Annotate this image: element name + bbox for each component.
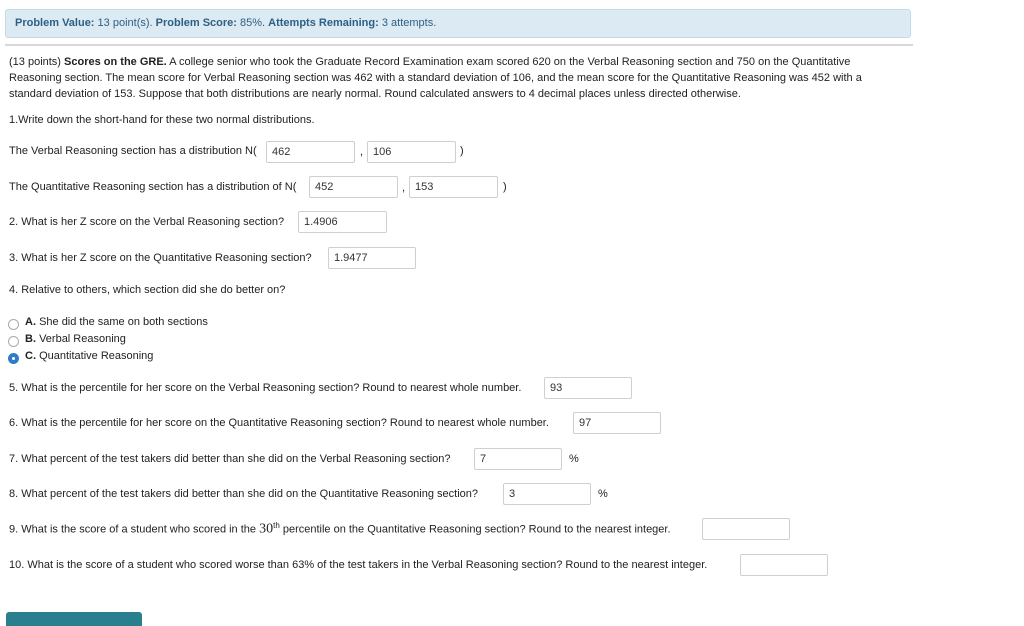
q9-ordinal: th <box>273 521 280 530</box>
q2-answer-input[interactable] <box>298 211 387 233</box>
verbal-sd-input[interactable] <box>367 141 456 163</box>
option-a-label[interactable]: A. She did the same on both sections <box>25 316 208 328</box>
problem-value-label: Problem Value: <box>15 17 95 29</box>
radio-option-a[interactable] <box>8 319 19 330</box>
radio-option-c[interactable] <box>8 353 19 364</box>
problem-points: (13 points) <box>9 56 61 68</box>
q6-prompt: 6. What is the percentile for her score on the Quantitative Reasoning section? Round to nearest whole number. <box>9 417 549 429</box>
problem-score-label: Problem Score: <box>155 17 237 29</box>
q1-prompt: 1.Write down the short-hand for these two normal distributions. <box>9 114 315 126</box>
percent-unit: % <box>598 488 608 500</box>
problem-title: Scores on the GRE. <box>64 56 167 68</box>
quant-mean-input[interactable] <box>309 176 398 198</box>
q9-prompt: 9. What is the score of a student who scored in the 30th percentile on the Quantitative Reasoning section? Round to the nearest integer. <box>9 521 671 537</box>
option-b-label[interactable]: B. Verbal Reasoning <box>25 333 126 345</box>
q1-quant-label: The Quantitative Reasoning section has a distribution of N( <box>9 181 297 193</box>
q3-prompt: 3. What is her Z score on the Quantitative Reasoning section? <box>9 252 312 264</box>
attempts-label: Attempts Remaining: <box>268 17 379 29</box>
q7-prompt: 7. What percent of the test takers did better than she did on the Verbal Reasoning section? <box>9 453 451 465</box>
submit-button[interactable] <box>6 612 142 626</box>
q5-answer-input[interactable] <box>544 377 632 399</box>
percent-unit: % <box>569 453 579 465</box>
verbal-mean-input[interactable] <box>266 141 355 163</box>
divider <box>5 44 913 46</box>
q3-answer-input[interactable] <box>328 247 416 269</box>
close-paren: ) <box>503 181 507 193</box>
problem-value: 13 point(s). <box>97 17 153 29</box>
comma: , <box>360 146 364 158</box>
q8-answer-input[interactable] <box>503 483 591 505</box>
problem-text: A college senior who took the Graduate Record Examination exam scored 620 on the Verbal Reasoning section and 750 on the Quantitative Reasoning section. The mean score for Verbal Reasoning section was 462 with a standard deviation of 106, and the mean score for the Quantitative Reasoning was 452 with a standard deviation of 153. Suppose that both distributions are nearly normal. Round calculated answers to 4 decimal places unless directed otherwise. <box>9 56 862 100</box>
q10-prompt: 10. What is the score of a student who scored worse than 63% of the test takers in the Verbal Reasoning section? Round to the nearest integer. <box>9 559 708 571</box>
option-c-label[interactable]: C. Quantitative Reasoning <box>25 350 154 362</box>
problem-intro <box>9 54 904 102</box>
q8-prompt: 8. What percent of the test takers did better than she did on the Quantitative Reasoning section? <box>9 488 479 500</box>
close-paren: ) <box>460 145 464 157</box>
q9-answer-input[interactable] <box>702 518 790 540</box>
q9-percentile-number: 30 <box>259 521 274 537</box>
problem-score: 85%. <box>240 17 266 29</box>
attempts-remaining: 3 attempts. <box>381 17 437 29</box>
comma: , <box>402 182 406 194</box>
quant-sd-input[interactable] <box>409 176 498 198</box>
q7-answer-input[interactable] <box>474 448 562 470</box>
q10-answer-input[interactable] <box>740 554 828 576</box>
q5-prompt: 5. What is the percentile for her score on the Verbal Reasoning section? Round to nearest whole number. <box>9 382 522 394</box>
q4-prompt: 4. Relative to others, which section did she do better on? <box>9 284 286 296</box>
problem-status-bar <box>5 9 911 38</box>
radio-option-b[interactable] <box>8 336 19 347</box>
q2-prompt: 2. What is her Z score on the Verbal Reasoning section? <box>9 216 285 228</box>
q1-verbal-label: The Verbal Reasoning section has a distribution N( <box>9 145 257 157</box>
q6-answer-input[interactable] <box>573 412 661 434</box>
